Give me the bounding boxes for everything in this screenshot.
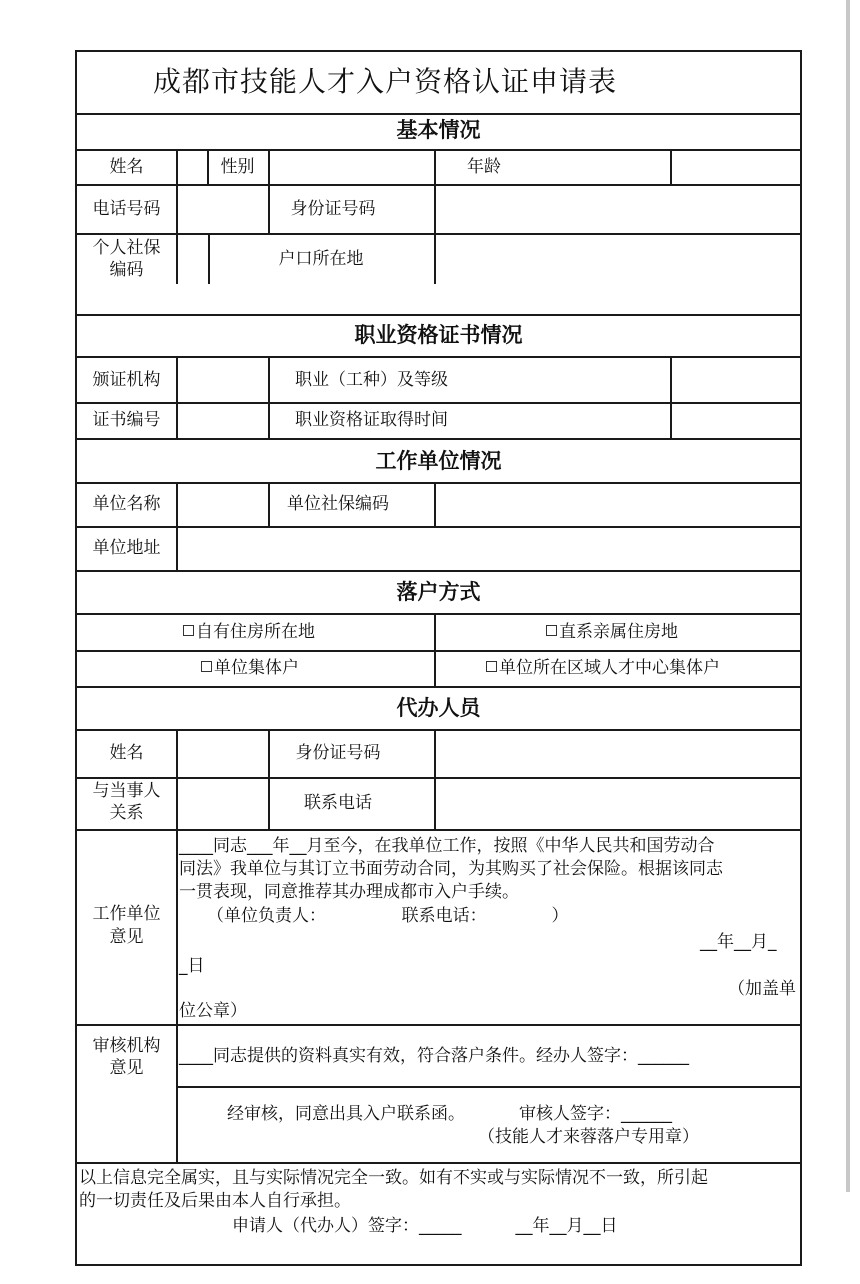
row-divider	[77, 356, 800, 358]
row-divider	[77, 482, 800, 484]
row-divider	[77, 438, 800, 440]
issuer-label: 颁证机构	[92, 370, 161, 390]
work-opinion-date: __年__月_	[700, 932, 777, 952]
row-divider	[77, 829, 800, 831]
checkbox-icon[interactable]	[486, 661, 497, 672]
relation-label: 与当事人	[92, 781, 161, 801]
row-divider	[77, 650, 800, 652]
section-settle: 落户方式	[396, 580, 481, 604]
row-divider	[77, 526, 800, 528]
review-opinion-label: 审核机构	[92, 1036, 161, 1056]
row-divider	[77, 184, 800, 186]
col-divider	[670, 149, 672, 184]
row-divider	[77, 686, 800, 688]
checkbox-icon[interactable]	[183, 625, 194, 636]
row-divider	[77, 149, 800, 151]
row-divider	[77, 402, 800, 404]
work-opinion-line: ____同志___年__月至今，在我单位工作，按照《中华人民共和国劳动合	[179, 836, 715, 856]
review-opinion-line: ____同志提供的资料真实有效，符合落户条件。经办人签字：______	[179, 1046, 689, 1066]
work-opinion-seal-2: 位公章）	[179, 1001, 247, 1021]
social-code-label: 个人社保	[92, 238, 161, 258]
id-number-label: 身份证号码	[290, 199, 376, 219]
checkbox-icon[interactable]	[546, 625, 557, 636]
review-approve-line: 经审核，同意出具入户联系函。 审核人签字：______	[227, 1104, 673, 1124]
settle-option-own-house[interactable]: 自有住房所在地	[183, 621, 315, 643]
unit-name-label: 单位名称	[92, 494, 161, 514]
occupation-label: 职业（工种）及等级	[295, 370, 448, 390]
review-opinion-label-2: 意见	[109, 1058, 144, 1078]
section-basic: 基本情况	[396, 118, 481, 142]
cert-number-label: 证书编号	[92, 410, 161, 430]
row-divider	[77, 729, 800, 731]
agent-id-label: 身份证号码	[295, 743, 381, 763]
age-label: 年龄	[467, 157, 501, 177]
declaration-signature: 申请人（代办人）签字：_____ __年__月__日	[232, 1216, 618, 1236]
work-opinion-line: 同法》我单位与其订立书面劳动合同，为其购买了社会保险。根据该同志	[179, 859, 723, 879]
row-divider	[77, 314, 800, 316]
row-divider	[77, 113, 800, 115]
col-divider	[268, 356, 270, 438]
unit-social-label: 单位社保编码	[287, 494, 389, 514]
settle-option-relative-house[interactable]: 直系亲属住房地	[546, 621, 678, 643]
row-divider	[77, 570, 800, 572]
settle-option-unit-collective[interactable]: 单位集体户	[201, 657, 299, 679]
settle-option-talent-center[interactable]: 单位所在区域人才中心集体户	[486, 657, 720, 679]
social-code-label-2: 编码	[109, 260, 144, 280]
col-divider	[176, 829, 178, 1162]
row-divider	[77, 1024, 800, 1026]
review-seal-line: （技能人才来蓉落户专用章）	[478, 1127, 699, 1147]
col-divider	[176, 729, 178, 829]
hukou-label: 户口所在地	[278, 249, 364, 269]
row-divider	[77, 613, 800, 615]
work-opinion-label: 工作单位	[92, 904, 161, 924]
section-cert: 职业资格证书情况	[354, 323, 523, 347]
agent-name-label: 姓名	[109, 743, 144, 763]
col-divider	[434, 482, 436, 526]
name-label: 姓名	[109, 157, 144, 177]
section-work: 工作单位情况	[375, 449, 502, 473]
col-divider	[176, 149, 178, 284]
work-opinion-date-2: _日	[179, 956, 205, 976]
gender-label: 性别	[220, 157, 255, 177]
col-divider	[670, 356, 672, 438]
agent-contact-label: 联系电话	[304, 793, 372, 813]
work-opinion-seal: （加盖单	[728, 979, 796, 999]
unit-address-label: 单位地址	[92, 538, 161, 558]
phone-label: 电话号码	[92, 199, 161, 219]
col-divider	[434, 613, 436, 686]
col-divider	[268, 149, 270, 233]
row-divider	[77, 233, 800, 235]
form-title: 成都市技能人才入户资格认证申请表	[153, 65, 618, 98]
row-divider	[77, 1162, 800, 1164]
col-divider	[434, 729, 436, 829]
work-opinion-label-2: 意见	[109, 927, 144, 947]
page-edge-bar	[846, 0, 850, 1192]
col-divider	[176, 356, 178, 438]
relation-label-2: 关系	[109, 803, 144, 823]
work-opinion-responsible: （单位负责人： 联系电话： ）	[207, 906, 569, 926]
row-divider	[177, 1086, 800, 1088]
section-agent: 代办人员	[396, 696, 481, 720]
application-form	[75, 50, 802, 1266]
checkbox-icon[interactable]	[201, 661, 212, 672]
declaration-line: 以上信息完全属实，且与实际情况完全一致。如有不实或与实际情况不一致，所引起	[79, 1168, 708, 1188]
col-divider	[176, 482, 178, 570]
declaration-line: 的一切责任及后果由本人自行承担。	[79, 1191, 351, 1211]
row-divider	[77, 777, 800, 779]
cert-obtained-label: 职业资格证取得时间	[295, 410, 448, 430]
work-opinion-line: 一贯表现，同意推荐其办理成都市入户手续。	[179, 882, 519, 902]
